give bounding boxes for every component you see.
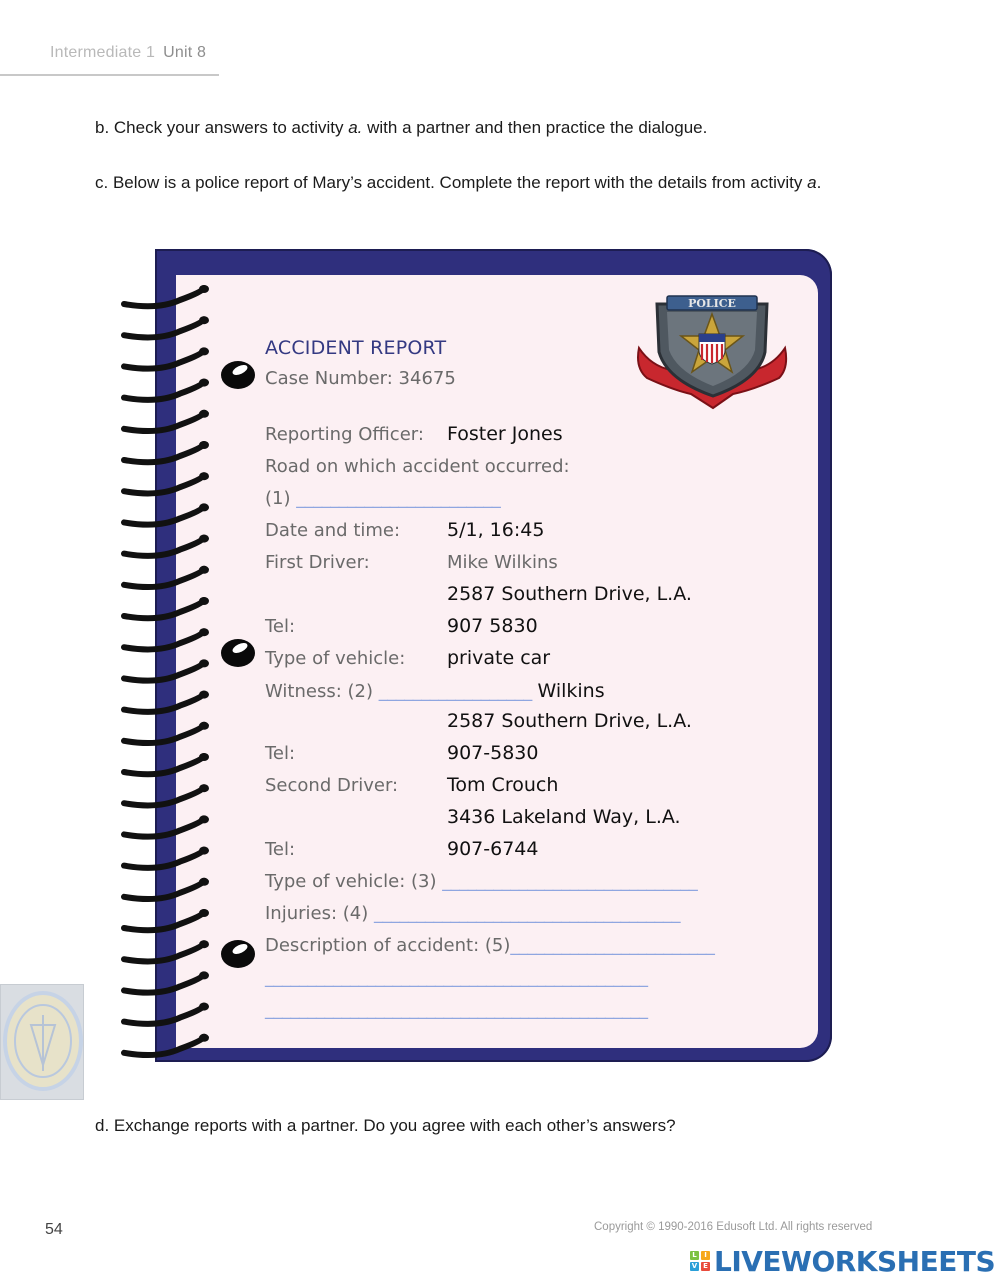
tel-1-value: 907 5830 [447,615,538,637]
spiral-coil-end [199,441,209,449]
spiral-coil-end [199,503,209,511]
logo-block: E [701,1262,710,1271]
vehicle-2-label: Type of vehicle: (3) [265,871,437,892]
spiral-coil [124,756,204,774]
witness-row [265,680,605,702]
spiral-coil-end [199,659,209,667]
instruction-c: c. Below is a police report of Mary’s accident. Complete the report with the details from activity a. [95,173,822,192]
liveworksheets-logo[interactable] [690,1245,995,1277]
first-driver-value: Mike Wilkins [447,552,558,573]
blank-2-input[interactable]: __________________ [378,681,532,702]
reporting-officer-label: Reporting Officer: [265,424,424,445]
copyright: Copyright © 1990-2016 Edusoft Ltd. All rights reserved [594,1221,873,1233]
header-divider [0,74,219,76]
spiral-coil [124,444,204,462]
spiral-coil [124,725,204,743]
vehicle-2-row [265,871,697,892]
description-label: Description of accident: (5) [265,935,511,956]
level-label: Intermediate 1 [50,44,156,61]
spiral-coil-end [199,347,209,355]
instruction-d: d. Exchange reports with a partner. Do you agree with each other’s answers? [95,1116,676,1135]
spiral-coil-end [199,722,209,730]
spiral-coil-end [199,597,209,605]
spiral-coil [124,818,204,836]
road-label: Road on which accident occurred: [265,456,570,477]
spiral-coil-end [199,940,209,948]
spiral-coil [124,569,204,587]
logo-text: LIVEWORKSHEETS [714,1244,996,1278]
reporting-officer-value: Foster Jones [447,423,563,445]
blank-3-input[interactable]: ______________________________ [442,871,698,892]
logo-block: V [691,1262,698,1270]
spiral-coil [124,538,204,556]
tel-1-label: Tel: [265,616,296,637]
date-value: 5/1, 16:45 [447,519,545,541]
first-driver-address: 2587 Southern Drive, L.A. [447,583,692,605]
spiral-coil-end [199,971,209,979]
instruction-b: b. Check your answers to activity a. with a partner and then practice the dialogue. [95,118,708,137]
spiral-coil-end [199,1003,209,1011]
spiral-coil-end [199,1034,209,1042]
injuries-label: Injuries: (4) [265,903,369,924]
seal-icon [1,985,85,1101]
first-driver-label: First Driver: [265,552,370,573]
case-number: Case Number: 34675 [265,368,456,389]
police-badge-icon [633,290,791,412]
spiral-coil [124,631,204,649]
blank-4-input[interactable]: ____________________________________ [374,903,680,924]
spiral-coil [124,506,204,524]
spiral-coil [124,382,204,400]
spiral-coil-end [199,847,209,855]
second-driver-value: Tom Crouch [447,774,559,796]
witness-label: Witness: (2) [265,681,373,702]
spiral-coil [124,787,204,805]
spiral-coil [124,1006,204,1024]
spiral-coil [124,413,204,431]
spiral-coil [124,1037,204,1055]
spiral-coil [124,319,204,337]
logo-block: I [701,1251,710,1260]
spiral-binding-icon [118,282,218,1062]
spiral-coil [124,912,204,930]
spiral-coil-end [199,815,209,823]
spiral-coil [124,475,204,493]
witness-value: Wilkins [537,680,605,702]
spiral-coil [124,350,204,368]
blank-5-input[interactable]: ________________________ [510,935,715,956]
university-seal-watermark [0,984,84,1100]
spiral-coil-end [199,316,209,324]
spiral-coil-end [199,878,209,886]
road-blank-row [265,488,500,509]
binder-hole-icon [219,937,257,969]
logo-blocks-icon [690,1251,710,1271]
spiral-coil-end [199,909,209,917]
description-line-2[interactable]: _____________________________________________ [265,967,648,988]
injuries-row [265,903,680,924]
vehicle-1-value: private car [447,647,551,669]
spiral-coil-end [199,628,209,636]
spiral-coil-end [199,535,209,543]
spiral-coil-end [199,410,209,418]
tel-3-label: Tel: [265,839,296,860]
tel-2-value: 907-5830 [447,742,539,764]
description-line-3[interactable]: _____________________________________________ [265,999,648,1020]
spiral-coil [124,288,204,306]
description-row [265,935,714,956]
spiral-coil [124,600,204,618]
blank-1-label: (1) [265,488,291,509]
binder-hole-icon [219,636,257,668]
unit-label: Unit 8 [163,44,207,61]
spiral-coil-end [199,753,209,761]
spiral-coil [124,881,204,899]
spiral-coil [124,974,204,992]
second-driver-address: 3436 Lakeland Way, L.A. [447,806,681,828]
spiral-coil-end [199,691,209,699]
logo-block: L [690,1251,699,1260]
spiral-coil-end [199,566,209,574]
spiral-coil [124,850,204,868]
spiral-coil-end [199,379,209,387]
tel-2-label: Tel: [265,743,296,764]
vehicle-1-label: Type of vehicle: [265,648,406,669]
witness-address: 2587 Southern Drive, L.A. [447,710,692,732]
second-driver-label: Second Driver: [265,775,399,796]
date-label: Date and time: [265,520,401,541]
spiral-coil [124,694,204,712]
badge-label: POLICE [688,297,736,310]
binder-hole-icon [219,358,257,390]
spiral-coil-end [199,784,209,792]
spiral-coil-end [199,285,209,293]
report-title: ACCIDENT REPORT [265,337,447,359]
spiral-coil [124,662,204,680]
page-number: 54 [45,1221,63,1238]
spiral-coil-end [199,472,209,480]
unit-header [50,44,206,62]
spiral-coil [124,943,204,961]
blank-1-input[interactable]: ________________________ [296,488,501,509]
tel-3-value: 907-6744 [447,838,539,860]
